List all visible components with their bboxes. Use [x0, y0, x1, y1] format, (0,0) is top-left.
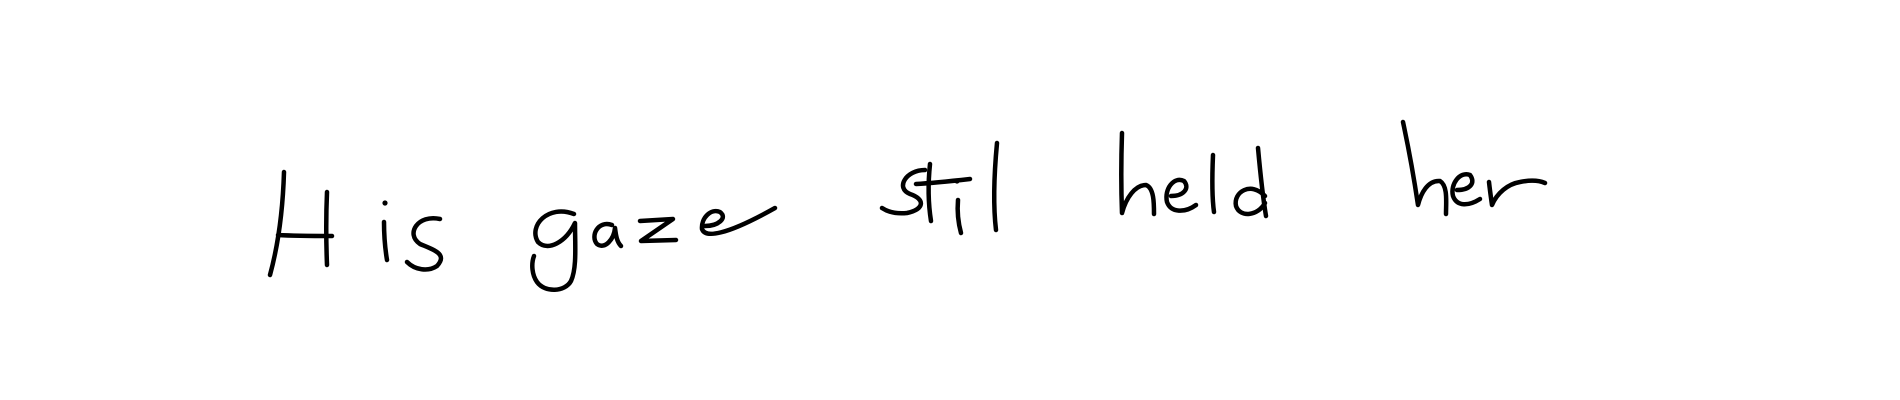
handwritten-line-text	[260, 150, 1580, 270]
